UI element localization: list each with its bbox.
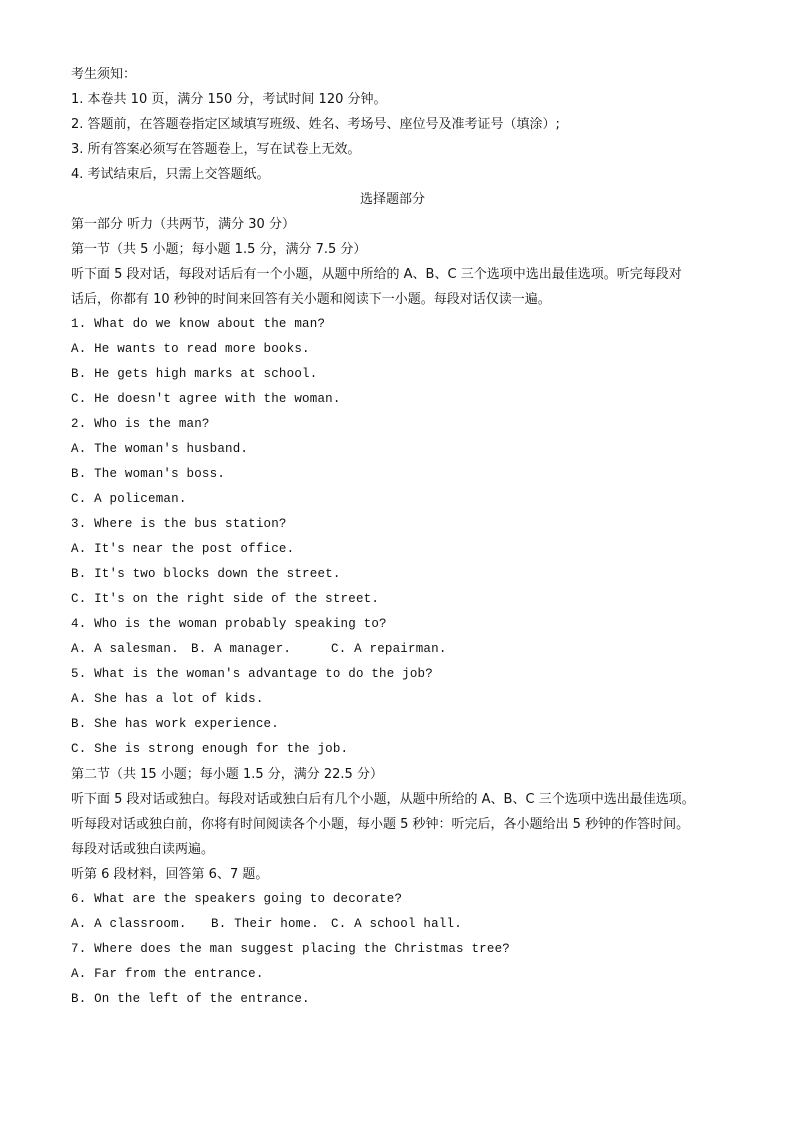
question-3: 3. Where is the bus station? [71,517,287,531]
q6-option-a: A. A classroom. [71,917,187,931]
section2-instruction-1: 听下面 5 段对话或独白。每段对话或独白后有几个小题，从题中所给的 A、B、C 三个选项中选出最佳选项。 [71,792,695,807]
q3-option-b: B. It's two blocks down the street. [71,567,341,581]
question-6: 6. What are the speakers going to decorate? [71,892,403,906]
notice-item-1: 1. 本卷共 10 页，满分 150 分，考试时间 120 分钟。 [71,92,387,107]
question-2: 2. Who is the man? [71,417,210,431]
q5-option-b: B. She has work experience. [71,717,279,731]
section2-instruction-3: 每段对话或独白读两遍。 [71,842,215,857]
q1-option-b: B. He gets high marks at school. [71,367,318,381]
q3-option-c: C. It's on the right side of the street. [71,592,380,606]
question-4: 4. Who is the woman probably speaking to? [71,617,387,631]
section1-title: 第一节（共 5 小题；每小题 1.5 分，满分 7.5 分） [71,242,367,257]
part1-title: 第一部分 听力（共两节，满分 30 分） [71,217,295,232]
question-5: 5. What is the woman's advantage to do the job? [71,667,433,681]
section1-instruction-1: 听下面 5 段对话，每段对话后有一个小题，从题中所给的 A、B、C 三个选项中选出最佳选项。听完每段对 [71,267,682,282]
question-1: 1. What do we know about the man? [71,317,326,331]
notice-item-4: 4. 考试结束后，只需上交答题纸。 [71,167,270,182]
q6-option-c: C. A school hall. [331,917,462,931]
q5-option-c: C. She is strong enough for the job. [71,742,349,756]
q6-options-row [71,912,734,937]
q2-option-a: A. The woman's husband. [71,442,249,456]
q4-option-a: A. A salesman. [71,642,179,656]
section-title: 选择题部分 [359,192,425,207]
q7-option-b: B. On the left of the entrance. [71,992,310,1006]
notice-item-3: 3. 所有答案必须写在答题卷上，写在试卷上无效。 [71,142,361,157]
q5-option-a: A. She has a lot of kids. [71,692,264,706]
notice-heading: 考生须知： [71,67,137,82]
notice-item-2: 2. 答题前，在答题卷指定区域填写班级、姓名、考场号、座位号及准考证号（填涂）; [71,117,560,132]
section1-instruction-2: 话后，你都有 10 秒钟的时间来回答有关小题和阅读下一小题。每段对话仅读一遍。 [71,292,551,307]
section2-title: 第二节（共 15 小题；每小题 1.5 分，满分 22.5 分） [71,767,383,782]
q1-option-c: C. He doesn't agree with the woman. [71,392,341,406]
q4-option-c: C. A repairman. [331,642,447,656]
q3-option-a: A. It's near the post office. [71,542,295,556]
question-7: 7. Where does the man suggest placing the Christmas tree? [71,942,510,956]
q4-option-b: B. A manager. [191,642,292,656]
q4-options-row [71,637,734,662]
q6-option-b: B. Their home. [211,917,319,931]
material-6-heading: 听第 6 段材料，回答第 6、7 题。 [71,867,269,882]
q1-option-a: A. He wants to read more books. [71,342,310,356]
q2-option-b: B. The woman's boss. [71,467,226,481]
section2-instruction-2: 听每段对话或独白前，你将有时间阅读各个小题，每小题 5 秒钟：听完后，各小题给出 5 秒钟的作答时间。 [71,817,690,832]
q2-option-c: C. A policeman. [71,492,187,506]
q7-option-a: A. Far from the entrance. [71,967,264,981]
